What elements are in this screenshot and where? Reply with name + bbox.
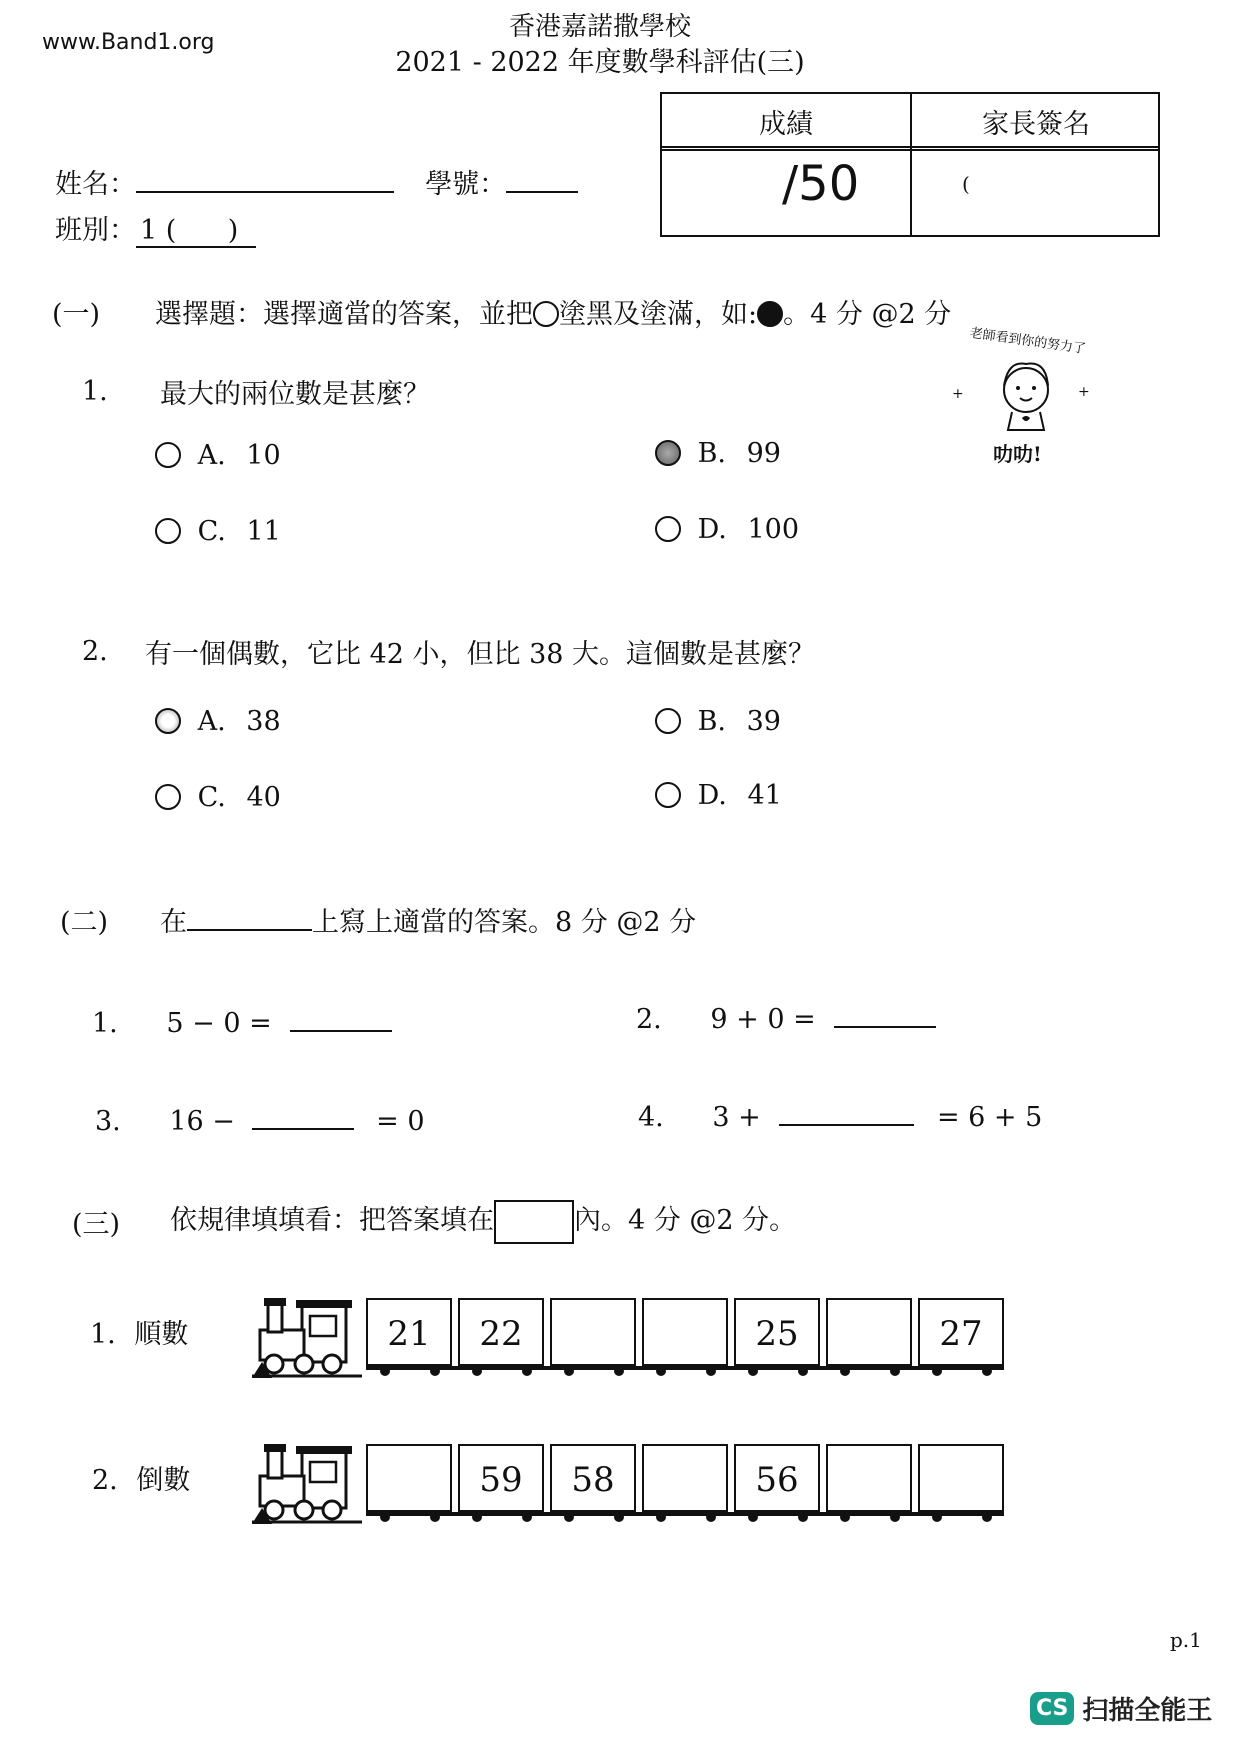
q2-number: 2. xyxy=(82,636,108,667)
answer-circle[interactable] xyxy=(155,442,181,468)
train-car xyxy=(366,1298,452,1366)
q2-option-d[interactable]: D. 41 xyxy=(655,780,782,811)
train-car-number: 25 xyxy=(755,1314,799,1354)
class-label: 班別： xyxy=(55,215,136,246)
section1-instruction-a: 選擇題：選擇適當的答案，並把 xyxy=(155,299,533,330)
train-car-blank[interactable] xyxy=(918,1444,1004,1512)
train-car-blank[interactable] xyxy=(550,1298,636,1366)
answer-circle-filled[interactable] xyxy=(655,440,681,466)
section1-instruction-c: 。4 分 @2 分 xyxy=(783,299,952,330)
total-score: /50 xyxy=(782,156,860,212)
blank-item-2: 2. 9 + 0 = xyxy=(636,1004,936,1035)
q1-text: 最大的兩位數是甚麼？ xyxy=(160,379,430,410)
train-car-number: 58 xyxy=(571,1460,615,1500)
praise-sticker xyxy=(948,325,1098,468)
q1-number: 1. xyxy=(82,376,108,407)
train-car-number: 59 xyxy=(479,1460,523,1500)
student-number-label: 學號： xyxy=(425,169,507,200)
sticker-cheer: 叻叻! xyxy=(993,442,1042,466)
blank-item-3: 3. 16 − = 0 xyxy=(95,1106,425,1137)
locomotive-icon xyxy=(252,1436,362,1528)
q1-option-b[interactable]: B. 99 xyxy=(655,438,781,469)
svg-text:+: + xyxy=(1078,384,1090,400)
q2-option-c[interactable]: C. 40 xyxy=(155,782,281,813)
train-car xyxy=(458,1298,544,1366)
blank-item-4: 4. 3 + = 6 + 5 xyxy=(638,1102,1043,1133)
blank-example xyxy=(187,909,312,931)
scanner-watermark xyxy=(1030,1690,1212,1727)
section3-instruction: 依規律填填看：把答案填在 內。4 分 @2 分。 xyxy=(170,1198,796,1244)
answer-circle[interactable] xyxy=(155,784,181,810)
assessment-title: 2021 - 2022 年度數學科評估(三) xyxy=(395,47,805,78)
scanner-name: 扫描全能王 xyxy=(1082,1696,1213,1726)
section2-heading: (二) xyxy=(60,907,109,938)
answer-circle[interactable] xyxy=(155,518,181,544)
section1-instruction xyxy=(155,292,951,331)
train-car-number: 27 xyxy=(939,1314,983,1354)
train-car-blank[interactable] xyxy=(826,1444,912,1512)
q1-option-d[interactable]: D. 100 xyxy=(655,514,799,545)
train-car-number: 56 xyxy=(755,1460,799,1500)
train-car xyxy=(734,1298,820,1366)
blank-item-1: 1. 5 − 0 = xyxy=(92,1008,392,1039)
q2-option-b[interactable]: B. 39 xyxy=(655,706,781,737)
section1-instruction-b: 塗黑及塗滿，如: xyxy=(559,299,758,330)
name-row xyxy=(55,162,578,201)
train-rail xyxy=(366,1512,1004,1516)
answer-blank[interactable] xyxy=(252,1108,354,1130)
parent-signature-header: 家長簽名 xyxy=(982,109,1090,140)
watermark-text: www.Band1.org xyxy=(42,30,215,55)
answer-circle[interactable] xyxy=(655,708,681,734)
score-header: 成績 xyxy=(759,109,813,140)
score-table xyxy=(660,92,1160,237)
sticker-text: 老師看到你的努力了 xyxy=(968,325,1087,358)
filled-circle-icon xyxy=(757,301,783,327)
answer-box-example xyxy=(494,1200,574,1244)
train-car xyxy=(550,1444,636,1512)
answer-blank[interactable] xyxy=(834,1006,936,1028)
q2-text: 有一個偶數，它比 42 小，但比 38 大。這個數是甚麼？ xyxy=(145,639,816,670)
answer-blank[interactable] xyxy=(779,1104,914,1126)
name-label: 姓名： xyxy=(55,169,136,200)
train-car-blank[interactable] xyxy=(366,1444,452,1512)
q2-option-a[interactable]: A. 38 xyxy=(155,706,281,737)
section3-heading: (三) xyxy=(72,1209,121,1240)
name-field[interactable] xyxy=(136,169,394,193)
class-row xyxy=(55,208,256,248)
answer-blank[interactable] xyxy=(290,1010,392,1032)
train-car xyxy=(458,1444,544,1512)
locomotive-icon xyxy=(252,1290,362,1382)
train2-label: 2. 倒數 xyxy=(92,1465,191,1496)
camscanner-logo-icon: CS xyxy=(1030,1692,1074,1725)
student-number-field[interactable] xyxy=(506,169,578,193)
train-rail xyxy=(366,1366,1004,1370)
train-car xyxy=(918,1298,1004,1366)
parent-signature[interactable]: ( xyxy=(962,172,970,196)
train-car xyxy=(734,1444,820,1512)
empty-circle-icon xyxy=(533,301,559,327)
page-number: p.1 xyxy=(1170,1628,1202,1652)
train-car-number: 22 xyxy=(479,1314,523,1354)
train-car-blank[interactable] xyxy=(642,1298,728,1366)
train-car-blank[interactable] xyxy=(642,1444,728,1512)
class-field[interactable]: 1 ( ) xyxy=(136,215,256,248)
train-car-blank[interactable] xyxy=(826,1298,912,1366)
q1-option-c[interactable]: C. 11 xyxy=(155,516,281,547)
train1-label: 1. 順數 xyxy=(90,1319,189,1350)
q1-option-a[interactable]: A. 10 xyxy=(155,440,281,471)
train-car-number: 21 xyxy=(387,1314,431,1354)
school-name: 香港嘉諾撒學校 xyxy=(508,12,691,42)
section2-instruction: 在 上寫上適當的答案。8 分 @2 分 xyxy=(160,907,697,938)
svg-text:+: + xyxy=(952,386,964,402)
section1-heading: (一) xyxy=(52,299,101,330)
answer-circle-filled[interactable] xyxy=(155,708,181,734)
answer-circle[interactable] xyxy=(655,782,681,808)
answer-circle[interactable] xyxy=(655,516,681,542)
